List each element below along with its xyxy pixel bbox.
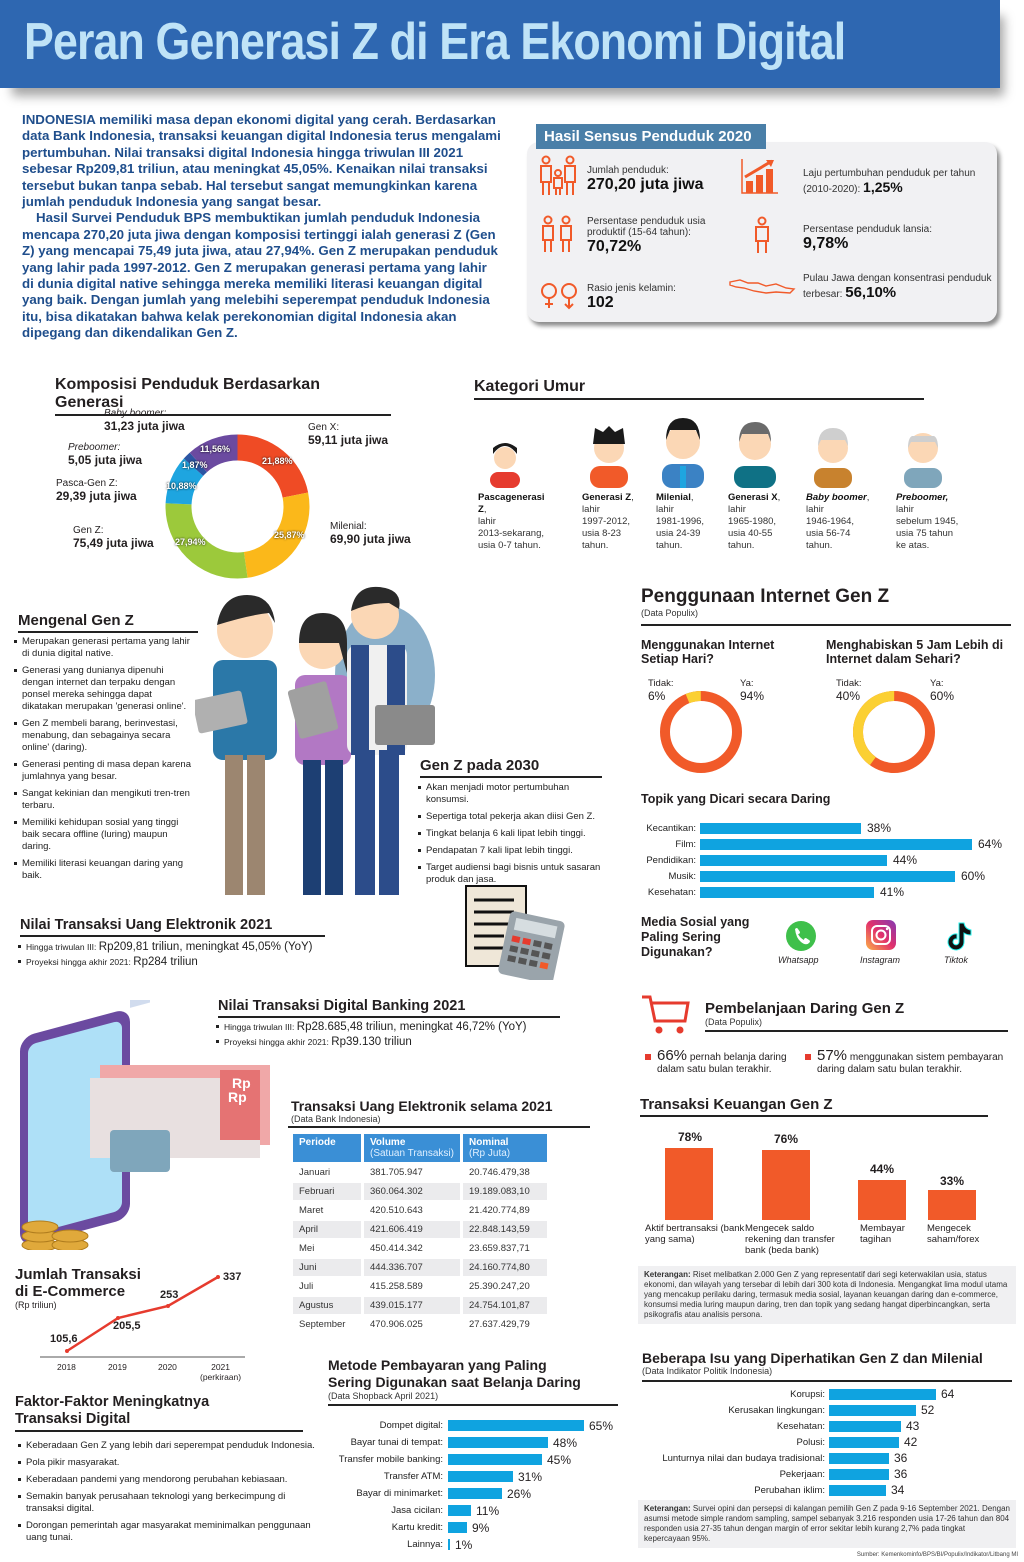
topik-bar-chart: Kecantikan: 38% Film: 64% Pendidikan: 44% Musik: 60% Kesehatan: 41%: [646, 821, 1003, 899]
genz2030-item: Target audiensi bagi bisnis untuk sasaran produk dan jasa.: [418, 862, 608, 886]
babyboomer-avatar-icon: [806, 410, 866, 488]
intro-text: [22, 112, 502, 342]
metode-header: [328, 1357, 618, 1406]
mengenal-item: Gen Z membeli barang, berinvestasi, menabung, dan sebagainya secara online' (daring).: [14, 718, 194, 754]
gender-icon: [540, 282, 580, 310]
ecommerce-value-2020: 253: [160, 1289, 179, 1301]
preboomer-avatar-icon: [896, 410, 956, 488]
java-map-icon: [728, 276, 798, 296]
metode-source: (Data Shopback April 2021): [328, 1391, 439, 1401]
stat-pembayaran-daring: 57% menggunakan sistem pembayaran daring dalam satu bulan terakhir.: [805, 1050, 1005, 1076]
topik-title: Topik yang Dicari secara Daring: [641, 792, 831, 806]
genz2030-item: Pendapatan 7 kali lipat lebih tinggi.: [418, 845, 608, 857]
year-2021: 2021 (perkiraan): [200, 1362, 242, 1382]
internet-source: (Data Populix): [641, 608, 699, 618]
growth-chart-icon: [740, 157, 780, 195]
genz2030-item: Sepertiga total pekerja akan diisi Gen Z.: [418, 811, 608, 823]
q2-title: Menghabiskan 5 Jam Lebih di Internet dalam Sehari?: [826, 638, 1004, 666]
tabel-rule: [288, 1126, 590, 1128]
pembelanjaan-source: (Data Populix): [705, 1017, 763, 1027]
sensus-item-elderly: Persentase penduduk lansia: 9,78%: [803, 224, 932, 252]
isu-title: Beberapa Isu yang Diperhatikan Gen Z dan Milenial: [642, 1350, 983, 1366]
ecommerce-line-chart: [40, 1270, 250, 1360]
table-row: Juni 444.336.707 24.160.774,80: [293, 1259, 547, 1276]
table-row: Maret 420.510.643 21.420.774,89: [299, 1205, 530, 1216]
col-nominal: Nominal (Rp Juta): [463, 1134, 547, 1162]
kategori-preboomer: Preboomer, lahir sebelum 1945, usia 75 tahun ke atas.: [896, 410, 966, 552]
label-genx: Gen X: 59,11 juta jiwa: [308, 422, 389, 447]
mengenal-list: [14, 636, 194, 887]
ecommerce-unit: (Rp triliun): [15, 1300, 57, 1310]
q2-yes-label: Ya: 60%: [930, 678, 955, 703]
mengenal-item: Memiliki kehidupan sosial yang tinggi baik secara offline (luring) maupun daring.: [14, 817, 194, 853]
uang-elektronik-title: Nilai Transaksi Uang Elektronik 2021: [20, 917, 325, 937]
kategori-babyboomer: Baby boomer, lahir 1946-1964, usia 56-74 tahun.: [806, 410, 876, 552]
page-title: Peran Generasi Z di Era Ekonomi Digital: [24, 13, 846, 71]
col-volume: Volume (Satuan Transaksi): [364, 1134, 460, 1162]
kategori-milenial: Milenial, lahir 1981-1996, usia 24-39 tahun.: [656, 410, 726, 552]
tabel-title: Transaksi Uang Elektronik selama 2021: [291, 1098, 553, 1114]
table-row: Januari 381.705.947 20.746.479,38: [299, 1167, 530, 1178]
col-periode: Periode: [293, 1134, 361, 1162]
instagram-icon: [866, 920, 896, 950]
pembelanjaan-header: [705, 1000, 1008, 1032]
mengenal-item: Generasi yang dunianya dipenuhi dengan internet dan terpaku dengan ponsel mereka sehingga dapat dikatakan merupakan 'generasi online'.: [14, 665, 194, 713]
table-row: September 470.906.025 27.637.429,79: [299, 1319, 530, 1330]
ecommerce-title: Jumlah Transaksi di E-Commerce: [15, 1266, 141, 1300]
milenial-avatar-icon: [656, 410, 716, 488]
svg-text:Rp: Rp: [228, 1089, 247, 1105]
faktor-title: Faktor-Faktor Meningkatnya Transaksi Digital: [15, 1394, 303, 1432]
metode-bar-chart: Dompet digital: 65% Bayar tunai di tempat: 48% Transfer mobile banking: 45% Transfer ATM: 31% Bayar di minimarket: 26% Jasa cicilan: 11% Kartu kredit: 9% Lainnya: 1%: [338, 1418, 614, 1552]
pembelanjaan-title: Pembelanjaan Daring Gen Z: [705, 1000, 905, 1017]
genz-people-illustration: [195, 585, 445, 905]
teen-avatar-icon: [582, 410, 642, 488]
table-row: Agustus 439.015.177 24.754.101,87: [293, 1297, 547, 1314]
q1-no-label: Tidak: 6%: [648, 678, 674, 703]
q1-yes-label: Ya: 94%: [740, 678, 765, 703]
label-pasca-genz: Pasca-Gen Z: 29,39 juta jiwa: [56, 478, 137, 503]
faktor-item: Keberadaan Gen Z yang lebih dari seperempat penduduk Indonesia.: [18, 1440, 318, 1452]
calculator-document-icon: [458, 880, 568, 980]
mobile-payment-illustration: [10, 1000, 280, 1250]
isu-bar-chart: Korupsi: 64 Kerusakan lingkungan: 52 Kesehatan: 43 Polusi: 42 Lunturnya nilai dan budaya tradisional: 36 Pekerjaan: 36 Perubahan iklim: 34: [662, 1387, 955, 1497]
pct-genz: 27,94%: [175, 537, 206, 547]
bar-mengecek-saham: [928, 1190, 976, 1220]
digital-banking-item: Proyeksi hingga akhir 2021: Rp39.130 triliun: [216, 1036, 596, 1049]
whatsapp-label: Whatsapp: [778, 955, 819, 965]
adults-icon: [540, 215, 574, 253]
label-babyboomer: Baby boomer: 31,23 juta jiwa: [104, 408, 185, 433]
table-row: April 421.606.419 22.848.143,59: [293, 1221, 547, 1238]
tiktok-icon: [945, 920, 973, 952]
pct-pasca-genz: 10,88%: [166, 481, 197, 491]
year-2019: 2019: [108, 1362, 127, 1372]
instagram-label: Instagram: [860, 955, 901, 965]
sensus-item-java: Pulau Jawa dengan konsentrasi penduduk terbesar: 56,10%: [803, 273, 992, 301]
mengenal-item: Sangat kekinian dan mengikuti tren-tren terbaru.: [14, 788, 194, 812]
mengenal-item: Merupakan generasi pertama yang lahir di dunia digital native.: [14, 636, 194, 660]
komposisi-title: Komposisi Penduduk Berdasarkan Generasi: [55, 376, 391, 416]
kategori-genz: Generasi Z, lahir 1997-2012, usia 8-23 tahun.: [582, 410, 652, 552]
q2-no-label: Tidak: 40%: [836, 678, 862, 703]
label-genz: Gen Z: 75,49 juta jiwa: [73, 525, 154, 550]
ecommerce-value-2021: 337: [223, 1271, 242, 1283]
tabel-source: (Data Bank Indonesia): [291, 1114, 381, 1124]
year-2020: 2020: [158, 1362, 177, 1372]
pct-babyboomer: 11,56%: [200, 444, 231, 454]
sensus-item-productive: Persentase penduduk usia produktif (15-64 tahun): 70,72%: [587, 216, 706, 255]
whatsapp-icon: [785, 920, 817, 952]
digital-banking-title: Nilai Transaksi Digital Banking 2021: [218, 998, 560, 1018]
faktor-item: Keberadaan pandemi yang mendorong perubahan kebiasaan.: [18, 1474, 318, 1486]
pct-milenial: 25,87%: [274, 530, 305, 540]
uang-elektronik-item: Hingga triwulan III: Rp209,81 triliun, meningkat 45,05% (YoY): [18, 941, 398, 954]
keuangan-bar-chart: 78% Aktif bertransaksi (bank yang sama) 76% Mengecek saldo rekening dan transfer bank (beda bank) 44% Membayar tagihan 33% Mengecek saham/forex: [645, 1130, 980, 1256]
genz2030-title: Gen Z pada 2030: [420, 757, 602, 778]
source-credit: Sumber: Kemenkominfo/BPS/BI/Populix/Indikator/Litbang MI: [856, 1552, 1018, 1558]
family-icon: [538, 155, 578, 197]
uang-elektronik-item: Proyeksi hingga akhir 2021: Rp284 triliun: [18, 956, 398, 969]
digital-banking-item: Hingga triwulan III: Rp28.685,48 triliun, meningkat 46,72% (YoY): [216, 1021, 596, 1034]
label-preboomer: Preboomer: 5,05 juta jiwa: [68, 442, 143, 467]
ecommerce-value-2019: 205,5: [113, 1320, 141, 1332]
table-row: Februari 360.064.302 19.189.083,10: [293, 1183, 547, 1200]
tiktok-label: Tiktok: [944, 955, 968, 965]
genx-avatar-icon: [728, 410, 788, 488]
title-banner: [0, 0, 1000, 88]
q2-donut-chart: [852, 690, 936, 774]
transaksi-table: [290, 1132, 550, 1335]
uang-elektronik-list: [18, 941, 398, 974]
isu-note: Keterangan: Survei opini dan persepsi di kalangan pemilih Gen Z pada 9-16 September 2021. Dengan asumsi metode simple random sampling, sampel sebanyak 3.216 responden usia 17-26 tahun dan 804 responden usia 27-35 tahun dengan margin of error sekitar lebih kurang 2,7% pada tingkat kepercayaan 95%.: [638, 1500, 1016, 1548]
mengenal-item: Memiliki literasi keuangan daring yang baik.: [14, 858, 194, 882]
faktor-item: Pola pikir masyarakat.: [18, 1457, 318, 1469]
faktor-item: Semakin banyak perusahaan teknologi yang berkecimpung di transaksi digital.: [18, 1491, 318, 1515]
internet-title: Penggunaan Internet Gen Z: [641, 586, 890, 607]
tabel-header: [291, 1098, 591, 1124]
genz2030-item: Akan menjadi motor pertumbuhan konsumsi.: [418, 782, 608, 806]
pct-genx: 21,88%: [262, 456, 293, 466]
keuangan-note: Keterangan: Riset melibatkan 2.000 Gen Z yang representatif dari segi keterwakilan usia, status ekonomi, dan wilayah yang tersebar di lebih dari 300 kota di Indonesia. Mengangkat lima modul utama yang mencakup perilaku daring, termasuk media sosial, layanan keuangan daring dan e-commerce, konsumsi media luring maupun daring, tren dan topik yang sedang hangat diperbincangkan, serta psikografis atau analisis persona.: [638, 1266, 1016, 1324]
keuangan-title: Transaksi Keuangan Gen Z: [640, 1096, 988, 1117]
faktor-item: Dorongan pemerintah agar masyarakat meminimalkan penggunaan uang tunai.: [18, 1520, 318, 1544]
kategori-genx: Generasi X, lahir 1965-1980, usia 40-55 tahun.: [728, 410, 798, 552]
stat-belanja-daring: 66% pernah belanja daring dalam satu bulan terakhir.: [645, 1050, 795, 1076]
ecommerce-value-2018: 105,6: [50, 1333, 78, 1345]
sensus-item-growth: Laju pertumbuhan penduduk per tahun (2010-2020): 1,25%: [803, 168, 976, 195]
pct-preboomer: 1,87%: [182, 460, 208, 470]
mengenal-title: Mengenal Gen Z: [18, 612, 198, 633]
sensus-item-population: Jumlah penduduk: 270,20 juta jiwa: [587, 165, 704, 193]
bar-membayar-tagihan: [858, 1180, 906, 1220]
bar-aktif-bertransaksi: [665, 1148, 713, 1220]
kategori-title: Kategori Umur: [474, 378, 924, 400]
medsos-title: Media Sosial yang Paling Sering Digunakan?: [641, 915, 750, 959]
genz2030-item: Tingkat belanja 6 kali lipat lebih tinggi.: [418, 828, 608, 840]
isu-source: (Data Indikator Politik Indonesia): [642, 1366, 773, 1376]
sensus-title: Hasil Sensus Penduduk 2020: [536, 124, 766, 149]
sensus-item-sex-ratio: Rasio jenis kelamin: 102: [587, 283, 676, 311]
label-milenial: Milenial: 69,90 juta jiwa: [330, 521, 411, 546]
intro-paragraph-1: INDONESIA memiliki masa depan ekonomi digital yang cerah. Berdasarkan data Bank Indonesia, transaksi keuangan digital Indonesia terus mengalami pertumbuhan. Nilai transaksi digital Indonesia hingga triwulan III 2021 sebesar Rp209,81 triliun, atau meningkat 45,05%. Kenaikan nilai transaksi tersebut bukan tanpa sebab. Hal tersebut sangat memungkinkan karena jumlah penduduk Indonesia yang sangat besar.: [22, 112, 501, 210]
q1-title: Menggunakan Internet Setiap Hari?: [641, 638, 775, 666]
svg-text:Rp: Rp: [232, 1075, 251, 1091]
table-row: Juli 415.258.589 25.390.247,20: [299, 1281, 530, 1292]
kategori-pasca-genz: Pascagenerasi Z, lahir 2013-sekarang, usia 0-7 tahun.: [478, 410, 548, 552]
intro-paragraph-2: Hasil Survei Penduduk BPS membuktikan jumlah penduduk Indonesia mencapa 270,20 juta jiwa dengan komposisi tertinggi ialah generasi Z (Gen Z) yang mencapai 75,49 juta jiwa, atau 27,94%. Gen Z merupakan penduduk yang lahir pada 1997-2012. Gen Z merupakan generasi pertama yang lahir di dunia digital native sehingga mereka memiliki literasi keuangan digital yang baik. Dengan jumlah yang melebihi seperempat penduduk Indonesia itu, bisa dikatakan bahwa kelak perekonomian digital Indonesia akan dipegang dan dikendalikan Gen Z.: [22, 210, 498, 341]
child-avatar-icon: [478, 410, 538, 488]
year-2018: 2018: [57, 1362, 76, 1372]
internet-header: [641, 586, 1011, 626]
elderly-icon: [752, 216, 772, 254]
shopping-cart-icon: [640, 994, 696, 1036]
faktor-list: [18, 1440, 318, 1549]
table-row: Mei 450.414.342 23.659.837,71: [299, 1243, 530, 1254]
bar-mengecek-saldo: [762, 1150, 810, 1220]
metode-title: Metode Pembayaran yang Paling Sering Digunakan saat Belanja Daring: [328, 1357, 581, 1390]
isu-header: [642, 1350, 1012, 1382]
genz2030-list: [418, 782, 608, 891]
mengenal-item: Generasi penting di masa depan karena jumlahnya yang besar.: [14, 759, 194, 783]
